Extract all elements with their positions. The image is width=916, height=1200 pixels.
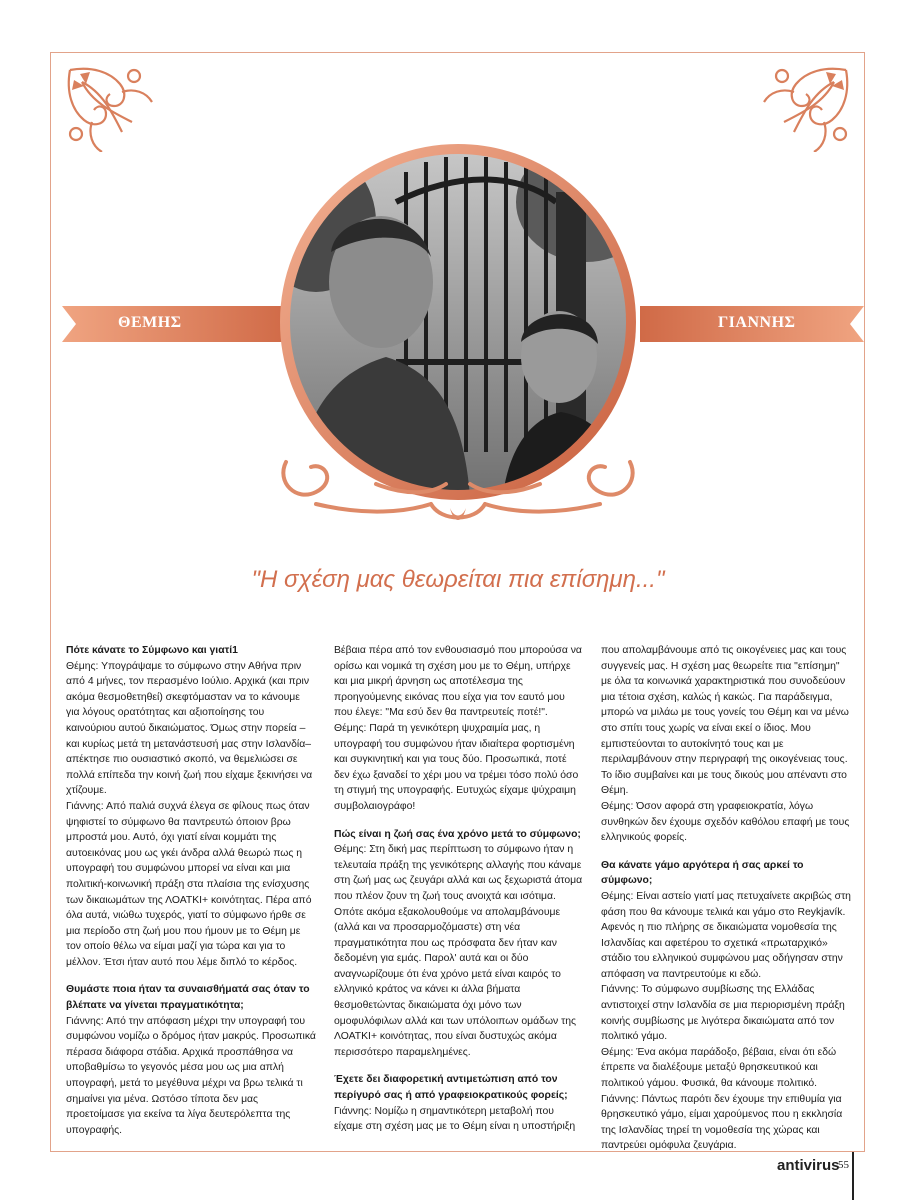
interview-question: Έχετε δει διαφορετική αντιμετώπιση από τον περίγυρό σας ή από γραφειοκρατικούς φορείς; (334, 1074, 568, 1102)
magazine-logo: antivirus (777, 1157, 840, 1174)
interview-answer: Βέβαια πέρα από τον ενθουσιασμό που μπορούσα να ορίσω και νομικά τη σχέση μου με το Θέμη, υπήρχε και μια μικρή άρνηση ως αποτέλεσμα της προηγούμενης εικόνας που είχα για τον εαυτό μου που έλεγε: "Μα εσύ δεν θα παντρευτείς ποτέ!". (334, 645, 582, 719)
interview-answer: Θέμης: Υπογράψαμε το σύμφωνο στην Αθήνα πριν από 4 μήνες, τον περασμένο Ιούλιο. Αρχικά (και πριν ακόμα θεσμοθετηθεί) σκεφτόμασταν να το κάνουμε για λόγους ορατότητας και αξιοποίησης του καινούριου αυτού δικαιώματος. Όμως στην πορεία –και κυρίως μετά τη μετανάστευσή μας στην Ισλανδία– απέκτησε πιο ουσιαστικό σκοπό, να θεμελιώσει σε πολλά επίπεδα την κοινή ζωή που είχαμε ξεκινήσει να χτίζουμε. (66, 660, 313, 797)
page-number: 55 (838, 1159, 849, 1171)
interview-question: Θυμάστε ποια ήταν τα συναισθήματά σας όταν το βλέπατε να γίνεται πραγματικότητα; (66, 984, 310, 1012)
name-label-left: ΘΕΜΗΣ (118, 314, 182, 331)
interview-answer: Γιάννης: Νομίζω η σημαντικότερη μεταβολή που είχαμε στη σχέση μας με το Θέμη είναι η υποστήριξη (334, 1105, 576, 1133)
text-column-2 (334, 643, 584, 1135)
interview-question: Θα κάνατε γάμο αργότερα ή σας αρκεί το σύμφωνο; (601, 859, 804, 887)
corner-ornament-left (62, 62, 162, 152)
interview-answer: Θέμης: Είναι αστείο γιατί μας πετυχαίνετε ακριβώς στη φάση που θα κάνουμε τελικά και γάμο στο Reykjavík. Αφενός η πιο πλήρης σε δικαιώματα νομοθεσία της Ισλανδίας και αφετέρου το σχετικά «πρωταρχικό» στάδιο του ελληνικού συμφώνου μας οδήγησαν στην απόφαση να παντρευτούμε κι εδώ. (601, 890, 851, 980)
interview-answer: Γιάννης: Το σύμφωνο συμβίωσης της Ελλάδας αντιστοιχεί στην Ισλανδία σε μια περιορισμένη πράξη κοινής συμβίωσης με λιγότερα δικαιώματα από τον πολιτικό γάμο. (601, 984, 845, 1043)
photo-two-men-gate-icon (256, 142, 656, 512)
interview-question: Πώς είναι η ζωή σας ένα χρόνο μετά το σύμφωνο; (334, 828, 581, 840)
interview-answer: Θέμης: Παρά τη γενικότερη ψυχραιμία μας, η υπογραφή του συμφώνου ήταν ιδιαίτερα φορτισμένη και συγκινητική και για τους δύο. Προσωπικά, ποτέ δεν έχω ξαναδεί το χέρι μου να τρέμει τόσο πολύ όσο τη στιγμή της υπογραφής. Ευτυχώς είχαμε ψύχραιμη συμβολαιογράφο! (334, 722, 579, 812)
interview-question: Πότε κάνατε το Σύμφωνο και γιατί1 (66, 645, 238, 656)
interview-answer: Θέμης: Στη δική μας περίπτωση το σύμφωνο ήταν η τελευταία πράξη της γενικότερης αλλαγής που κάναμε στη ζωή μας ως ζευγάρι αλλά και ως ξεχωριστά άτομα που πλέον ζουν τη ζωή τους ανοιχτά και ισότιμα. Οπότε ακόμα εξακολουθούμε να απολαμβάνουμε (αλλά και να προσαρμοζόμαστε) στη νέα πραγματικότητα που ως πρόσφατα δεν ήταν καν δεδομένη για εμάς. Παρολ' αυτά και οι δύο αναγνωρίζουμε ότι ένα χρόνο μετά είναι καιρός το ελληνικό κράτος να κάνει κι άλλα βήματα θεσμοθετώντας δικαιώματα όχι μόνο των ομοφυλόφιλων αλλά και των υπόλοιπων ομάδων της ΛΟΑΤΚΙ+ κοινότητας, που είναι δυστυχώς ακόμα περισσότερο παραμελημένες. (334, 844, 583, 1058)
interview-answer: Γιάννης: Από παλιά συχνά έλεγα σε φίλους πως όταν ψηφιστεί το σύμφωνο θα παντρευτώ όποιον βρω μπροστά μου. Αυτό, όχι γιατί είναι κομμάτι της αυτοεικόνας μου ως γκέι άνδρα αλλά θεωρώ πως η υπογραφή του συμφώνου μπορεί να είναι και μια πολιτική-κοινωνική πράξη στα πλαίσια της ενίσχυσης των δικαιωμάτων της ΛΟΑΤΚΙ+ κοινότητας. Πέρα από όλα αυτά, νιώθω τυχερός, γιατί το σύμφωνο ήρθε σε μια περίοδο στη ζωή μου που ήμουν με το Θέμη με τον οποίο θέλω να είμαι μαζί για τώρα και για το μέλλον. Έτσι ήταν αυτό που λέμε διπλό το κέρδος. (66, 800, 312, 968)
footer-rule (852, 1152, 854, 1200)
interview-answer: Γιάννης: Από την απόφαση μέχρι την υπογραφή του συμφώνου νομίζω ο δρόμος ήταν μακρύς. Προσωπικά πέρασα διάφορα στάδια. Αρχικά προσπάθησα να υποβαθμίσω το γεγονός μέσα μου ως μια απλή υπογραφή, μετά το μεγέθυνα μέχρι να βρω τελικά τι σημαίνει για μένα. Ωστόσο τίποτα δεν μας προετοίμασε για εκείνα τα λίγα δευτερόλεπτα της υπογραφής. (66, 1015, 316, 1136)
pull-quote: "Η σχέση μας θεωρείται πια επίσημη..." (251, 566, 665, 593)
interview-answer: Γιάννης: Πάντως παρότι δεν έχουμε την επιθυμία για θρησκευτικό γάμο, είμαι χαρούμενος που η εκκλησία της Ισλανδίας τηρεί τη νομοθεσία της χώρας και παντρεύει ομόφυλα ζευγάρια. (601, 1093, 843, 1152)
text-column-1 (66, 643, 316, 1138)
corner-ornament-right (754, 62, 854, 152)
interview-answer: Θέμης: Ένα ακόμα παράδοξο, βέβαια, είναι ότι εδώ έπρεπε να διαλέξουμε μεταξύ θρησκευτικού και πολιτικού γάμου. Φυσικά, θα κάνουμε πολιτικό. (601, 1046, 837, 1090)
name-label-right: ΓΙΑΝΝΗΣ (718, 314, 796, 331)
couple-photo (256, 132, 660, 536)
interview-answer: Θέμης: Όσον αφορά στη γραφειοκρατία, λόγω συνθηκών δεν έχουμε σχεδόν καθόλου επαφή με τους ελληνικούς φορείς. (601, 800, 850, 844)
text-column-3 (601, 643, 851, 1154)
interview-answer: που απολαμβάνουμε από τις οικογένειες μας και τους συγγενείς μας. Η σχέση μας θεωρείτε πια "επίσημη" με όλα τα κοινωνικά χαρακτηριστικά που συνοδεύουν μια τέτοια σχέση, καλώς ή κακώς. Για παράδειγμα, μπορώ να μιλάω με τους γονείς του Θέμη και να μένω στο σπίτι τους χωρίς να είναι εκεί ο ίδιος. Μου εμπιστεύονται το αυτοκίνητό τους και με περιλαμβάνουν στην περιγραφή της οικογένειας τους. Το ίδιο συμβαίνει και με τους δικούς μου απέναντι στο Θέμη. (601, 645, 849, 797)
